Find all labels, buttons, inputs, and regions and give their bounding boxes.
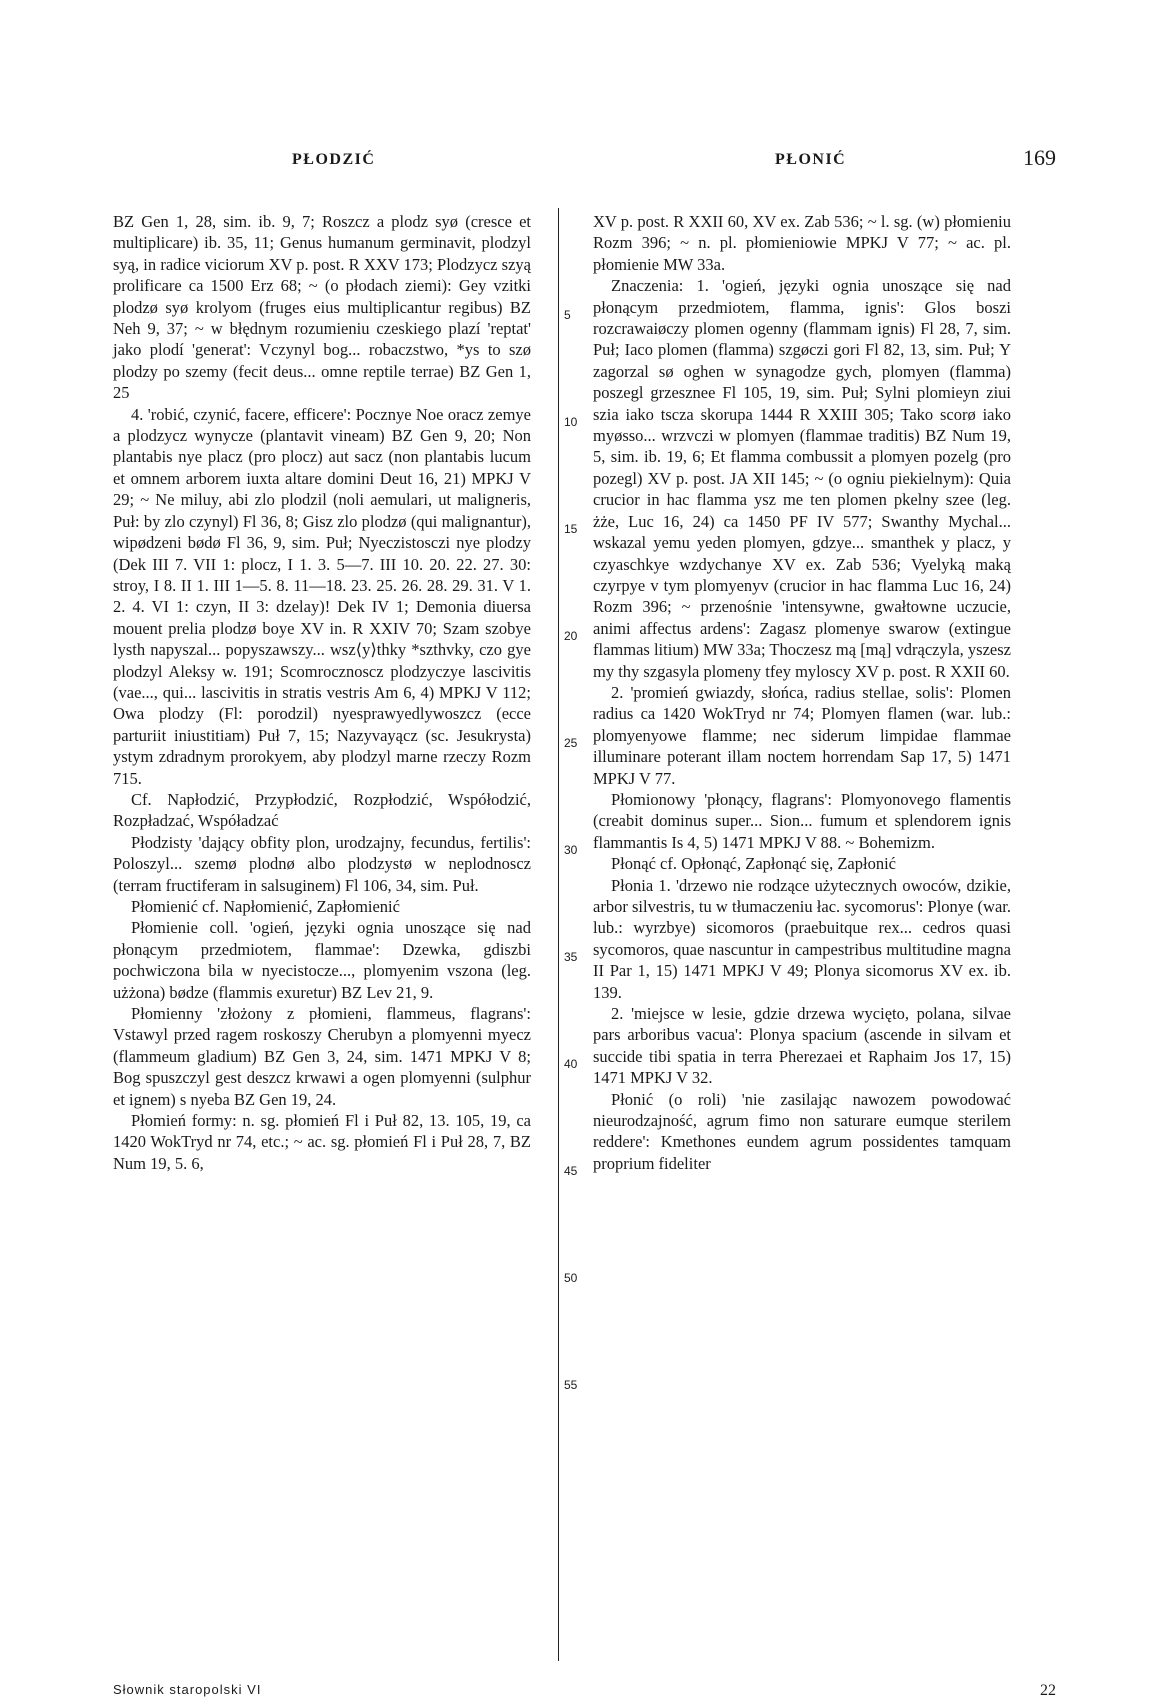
entry-text: XV p. post. R XXII 60, XV ex. Zab 536; ~ l. sg. (w) płomieniu Rozm 396; ~ n. pl. płomieniowie MPKJ V 77; ~ ac. pl. płomienie MW 33a. — [593, 212, 1011, 274]
line-number: 20 — [564, 629, 578, 643]
line-number: 30 — [564, 843, 578, 857]
entry-text: Płomień formy: n. sg. płomień Fl i Puł 82, 13. 105, 19, ca 1420 WokTryd nr 74, etc.; ~ ac. sg. płomień Fl i Puł 28, 7, BZ Num 19, 5. 6, — [113, 1111, 531, 1173]
entry-text: Płomienny 'złożony z płomieni, flammeus, flagrans': Vstawyl przed ragem roskoszy Cherubyn a plomyenni myecz (flammeum gladium) BZ Gen 3, 24, sim. 1471 MPKJ V 8; Bog spuszczyl gest deszcz krwawi a ogen plomyenni (sulphur et ignem) s nyeba BZ Gen 19, 24. — [113, 1004, 531, 1109]
entry-text: Płomionowy 'płonący, flagrans': Plomyonovego flamentis (creabit dominus super... Sion... fumum et splendorem ignis flammantis Is 4, 5) 1471 MPKJ V 88. ~ Bohemizm. — [593, 789, 1011, 852]
line-number: 45 — [564, 1164, 578, 1178]
entry-text: Znaczenia: 1. 'ogień, języki ognia unoszące się nad płonącym przedmiotem, flamma, ignis': Glos boszi rozcrawaiøczy plomen ogenny (flammam ignis) Fl 28, 7, sim. Puł; Iaco plomen (flamma) szgøczi gori Fl 82, 13, sim. Puł; Y zagorzal sø oghen w synagodze gych, plomyen (flamma) poszegl grzesznee Fl 105, 19, sim. Puł; Sylni plomieyn ziui szia iako tscza skorupa 1444 R XXIII 305; Tako scorø iako myøsso... wrzvczi w plomyen (flammae traditis) BZ Num 19, 5, sim. ib. 19, 6; Et flamma combussit a plomyen pozelg (pro pozegl) XV p. post. JA XII 145; ~ (o ogniu piekielnym): Quia crucior in hac flamma ysz me ten plomen pkelny szee (leg. żże, Luc 16, 24) ca 1450 PF IV 577; Swanthy Mychal... wskazal yemu yeden plomyen, gdzye... smanthek y placz, y czyaschkye wzdychanye XV ex. Zab 536; Vyelyką maką czyrpye v tym plomyenyv (crucior in hac flamma Luc 16, 24) Rozm 396; ~ przenośnie 'intensywne, gwałtowne uczucie, animi affectus ardens': Zagasz plomenye swarow (extingue flammas litium) MW 33a; Thoczesz mą [mą] vdrączyla, yszesz my thy szgasyla plomeny tfey myloscy XV p. post. R XXII 60. — [593, 276, 1011, 681]
entry-text: 2. 'miejsce w lesie, gdzie drzewa wycięto, polana, silvae pars arboribus vacua': Plonya spacium (ascende in silvam et succide tibi spatia in terra Pherezaei et Raphaim Jos 17, 15) 1471 MPKJ V 32. — [593, 1004, 1011, 1088]
entry-text: BZ Gen 1, 28, sim. ib. 9, 7; Roszcz a plodz syø (cresce et multiplicare) ib. 35, 11; Genus humanum germinavit, plodzyl syą, in radice viciorum XV p. post. R XXV 173; Plodzycz szyą prolificare ca 1500 Erz 68; ~ (o płodach ziemi): Gey vzitki plodzø syø krolyom (fruges eius multiplicantur regibus) BZ Neh 9, 37; ~ w błędnym rozumieniu czeskiego plazí 'reptat' jako plodí 'generat': Vczynyl bog... robaczstwo, *ys to szø plodzy po szemy (fecit deus... omne reptile terrae) BZ Gen 1, 25 — [113, 212, 531, 403]
entry-text: Płodzisty 'dający obfity plon, urodzajny, fecundus, fertilis': Poloszyl... szemø plodnø albo plodzystø w neplodnoscz (terram fructiferam in salsuginem) Fl 106, 34, sim. Puł. — [113, 832, 531, 895]
line-number: 40 — [564, 1057, 578, 1071]
entry-text: Płonąć cf. Opłonąć, Zapłonąć się, Zapłonić — [611, 854, 896, 874]
line-number: 25 — [564, 736, 578, 750]
column-divider — [558, 208, 559, 1661]
line-number: 50 — [564, 1271, 578, 1285]
footer-signature: Słownik staropolski VI — [113, 1682, 262, 1697]
line-number: 10 — [564, 415, 578, 429]
running-head-left: PŁODZIĆ — [292, 151, 376, 168]
right-column — [593, 211, 1011, 1174]
entry-text: Płomienić cf. Napłomienić, Zapłomienić — [131, 897, 400, 916]
entry-text: 4. 'robić, czynić, facere, efficere': Pocznye Noe oracz zemye a plodzycz wynycze (plantavit vineam) BZ Gen 9, 20; Non plantabis nye placz (pro plocz) aut sacz (non plantabis lucum et omnem arborem iuxta altare domini Deut 16, 21) MPKJ V 29; ~ Ne miluy, abi zlo plodzil (noli aemulari, ut maligneris, Puł: by zlo czynyl) Fl 36, 8; Gisz zlo plodzø (qui malignantur), wipødzeni bødø Fl 36, 9, sim. Puł; Nyeczistosczi nye plodzy (Dek III 7. VII 1: plocz, I 1. 3. 5—7. III 10. 20. 22. 27. 30: stroy, I 8. II 1. III 1—5. 8. 11—18. 23. 25. 26. 28. 29. 31. V 1. 2. 4. VI 1: czyn, II 3: dzelay)! Dek IV 1; Demonia diuersa mouent prelia plodzø boye XV in. R XXIV 70; Szam szobye lysth napyszal... popyszawszy... wsz⟨y⟩thky *szthvky, czo gye plodzyl Aleksy w. 191; Scomrocznoscz plodzyczye lascivitis (vae..., qui... lascivitis in stratis vestris Am 6, 4) MPKJ V 112; Owa plodzy (Fl: porodzil) nyesprawyedlywoszcz (ecce parturiit iniustitiam) Puł 7, 15; Nazyvayącz (sc. Jesukrysta) ystym zdradnym prorokyem, aby plodzyl marne rzeczy Rozm 715. — [113, 404, 531, 788]
page-number: 169 — [1023, 145, 1056, 170]
entry-text: Płonia 1. 'drzewo nie rodzące użytecznych owoców, dzikie, arbor silvestris, tu w tłumaczeniu łac. sycomorus': Plonye (war. lub.: wyrzbye) sicomoros (praebuitque rex... cedros quasi sycomoros, quae nascuntur in campestribus multitudine magna II Par 1, 15) 1471 MPKJ V 49; Plonya sicomorus XV ex. ib. 139. — [593, 875, 1011, 1002]
line-number: 35 — [564, 950, 578, 964]
line-number: 15 — [564, 522, 578, 536]
entry-text: Cf. Napłodzić, Przypłodzić, Rozpłodzić, Współodzić, Rozpładzać, Współadzać — [113, 789, 531, 831]
line-number: 55 — [564, 1378, 578, 1392]
left-column — [113, 211, 531, 1174]
entry-text: Płomienie coll. 'ogień, języki ognia unoszące się nad płonącym przedmiotem, flammae': Dzewka, gdiszbi pochwiczona bila w nyecistocze..., plomyenim vszona (leg. użżona) bødze (flammis exuretur) BZ Lev 21, 9. — [113, 918, 531, 1002]
footer-sheet-number: 22 — [1040, 1682, 1056, 1699]
running-head-right: PŁONIĆ — [775, 151, 847, 168]
entry-text: 2. 'promień gwiazdy, słońca, radius stellae, solis': Plomen radius ca 1420 WokTryd nr 74; Plomyen flamen (war. lub.: plomyenyowe flamme; nec siderum limpidae flammae illuminare poterant illam noctem horrendam Sap 17, 5) 1471 MPKJ V 77. — [593, 682, 1011, 788]
entry-text: Płonić (o roli) 'nie zasilając nawozem powodować nieurodzajność, agrum fimo non saturare eumque sterilem reddere': Kmethones eundem agrum possidentes tamquam proprium fideliter — [593, 1089, 1011, 1173]
line-number: 5 — [564, 308, 571, 322]
